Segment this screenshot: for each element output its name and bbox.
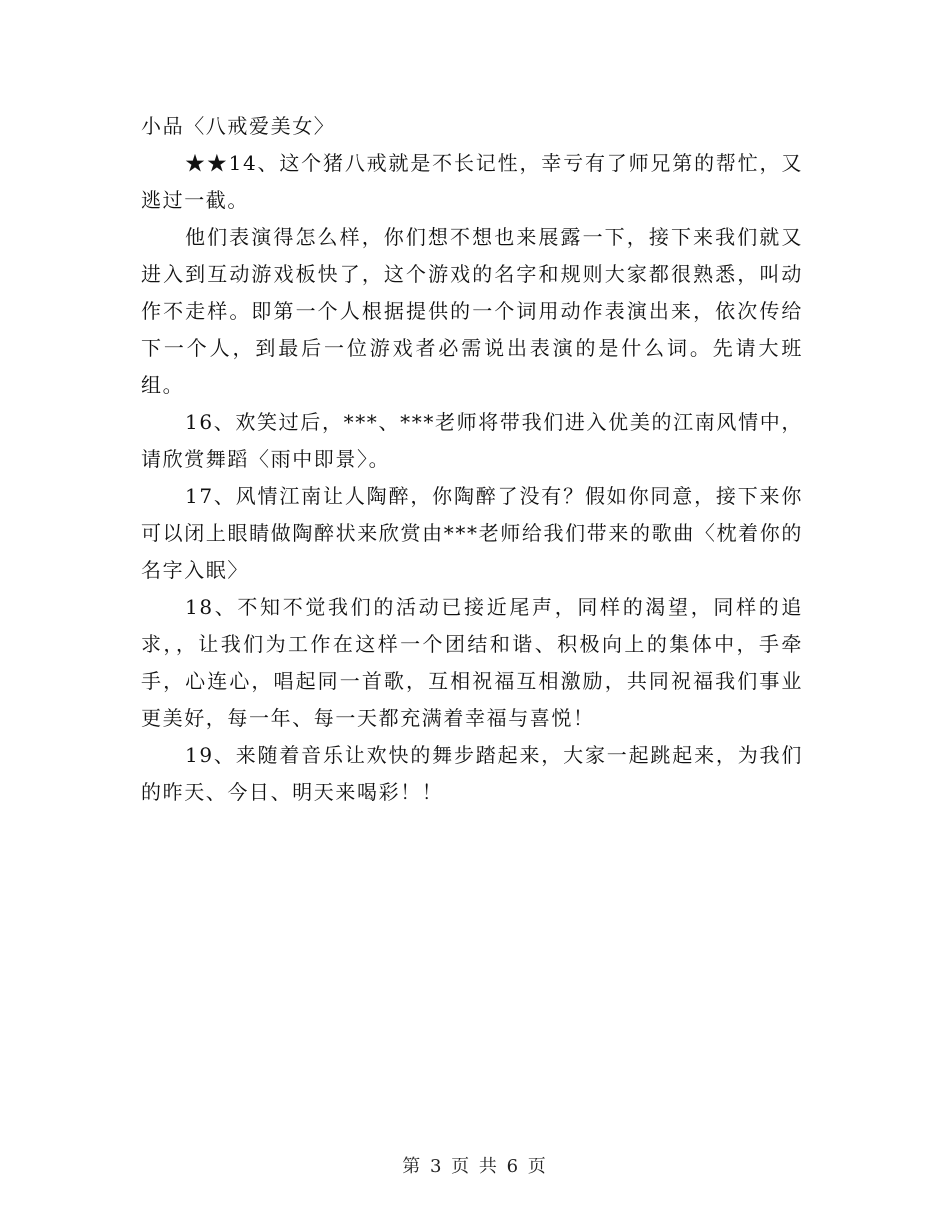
paragraph-14: ★★14、这个猪八戒就是不长记性，幸亏有了师兄第的帮忙，又逃过一截。 — [141, 151, 803, 212]
paragraph-19: 19、来随着音乐让欢快的舞步踏起来，大家一起跳起来，为我们的昨天、今日、明天来喝彩！！ — [141, 743, 803, 804]
paragraph-title: 小品〈八戒爱美女〉 — [141, 114, 336, 138]
page-number-footer: 第 3 页 共 6 页 — [402, 1156, 548, 1177]
document-body — [141, 108, 803, 811]
paragraph-18: 18、不知不觉我们的活动已接近尾声，同样的渴望，同样的追求，，让我们为工作在这样一个团结和谐、积极向上的集体中，手牵手，心连心，唱起同一首歌，互相祝福互相激励，共同祝福我们事业更美好，每一年、每一天都充满着幸福与喜悦！ — [141, 595, 803, 730]
paragraph-game: 他们表演得怎么样，你们想不想也来展露一下，接下来我们就又进入到互动游戏板快了，这个游戏的名字和规则大家都很熟悉，叫动作不走样。即第一个人根据提供的一个词用动作表演出来，依次传给下一个人，到最后一位游戏者必需说出表演的是什么词。先请大班组。 — [141, 225, 803, 397]
paragraph-17: 17、风情江南让人陶醉，你陶醉了没有？假如你同意，接下来你可以闭上眼睛做陶醉状来欣赏由***老师给我们带来的歌曲〈枕着你的名字入眠〉 — [141, 484, 803, 582]
paragraph-16: 16、欢笑过后，***、***老师将带我们进入优美的江南风情中，请欣赏舞蹈〈雨中即景〉。 — [141, 410, 803, 471]
